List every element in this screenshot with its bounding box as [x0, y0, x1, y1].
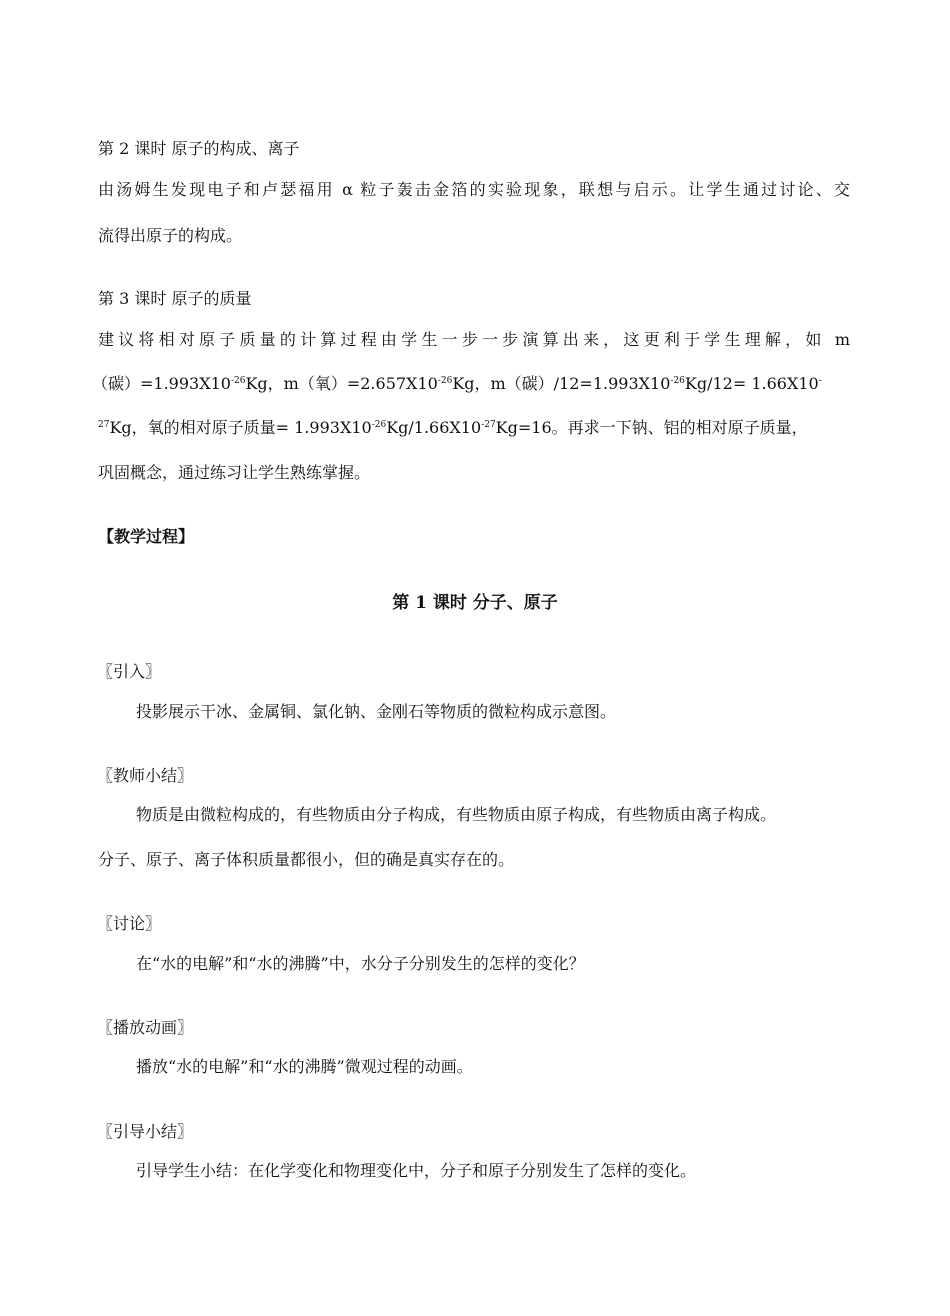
section-text-teacher-summary-line2: 分子、原子、离子体积质量都很小，但的确是真实存在的。	[98, 850, 515, 869]
formula-text: Kg，氧的相对原子质量= 1.993X10	[109, 418, 372, 437]
exponent: -26	[371, 420, 387, 430]
formula-text: Kg/12= 1.66X10	[684, 374, 819, 393]
exponent: -26	[670, 376, 685, 386]
section-text-teacher-summary-line1: 物质是由微粒构成的，有些物质由分子构成，有些物质由原子构成，有些物质由离子构成。	[136, 805, 777, 824]
formula-text: Kg/1.66X10	[386, 418, 482, 437]
lesson2-paragraph-line2: 流得出原子的构成。	[98, 226, 243, 245]
formula-text: Kg，m（碳）/12=1.993X10	[452, 374, 671, 393]
formula-text: Kg=16。再求一下钠、铝的相对原子质量，	[495, 418, 808, 437]
lesson3-paragraph-line4: 巩固概念，通过练习让学生熟练掌握。	[98, 463, 371, 482]
formula-text: （碳）=1.993X10	[92, 374, 231, 393]
section-marker-discussion: 〖讨论〗	[97, 914, 162, 933]
section-text-intro: 投影展示干冰、金属铜、氯化钠、金刚石等物质的微粒构成示意图。	[136, 702, 617, 721]
exponent: -	[818, 376, 822, 386]
section-marker-animation: 〖播放动画〗	[97, 1018, 194, 1037]
formula-text: Kg，m（氧）=2.657X10	[245, 374, 438, 393]
section-text-animation: 播放“水的电解”和“水的沸腾”微观过程的动画。	[136, 1057, 473, 1076]
exponent: -26	[437, 376, 453, 386]
section-text-discussion: 在“水的电解”和“水的沸腾”中，水分子分别发生的怎样的变化？	[136, 954, 585, 973]
process-heading: 【教学过程】	[98, 527, 195, 546]
lesson3-heading: 第 3 课时 原子的质量	[98, 289, 252, 308]
section-text-guided-summary: 引导学生小结：在化学变化和物理变化中，分子和原子分别发生了怎样的变化。	[136, 1161, 697, 1180]
lesson3-paragraph-line1: 建议将相对原子质量的计算过程由学生一步一步演算出来，这更利于学生理解，如 m	[98, 330, 850, 349]
lesson3-paragraph-line3	[98, 418, 808, 438]
lesson2-heading: 第 2 课时 原子的构成、离子	[98, 139, 300, 158]
exponent: -27	[481, 420, 496, 430]
exponent: 27	[98, 420, 110, 430]
lesson2-paragraph-line1: 由汤姆生发现电子和卢瑟福用 α 粒子轰击金箔的实验现象，联想与启示。让学生通过讨论、交	[98, 180, 850, 199]
exponent: -26	[230, 376, 246, 386]
section-marker-intro: 〖引入〗	[97, 662, 162, 681]
section-marker-guided-summary: 〖引导小结〗	[97, 1122, 194, 1141]
section-marker-teacher-summary: 〖教师小结〗	[97, 766, 194, 785]
lesson3-paragraph-line2	[92, 374, 822, 394]
lesson1-title: 第 1 课时 分子、原子	[392, 593, 558, 613]
